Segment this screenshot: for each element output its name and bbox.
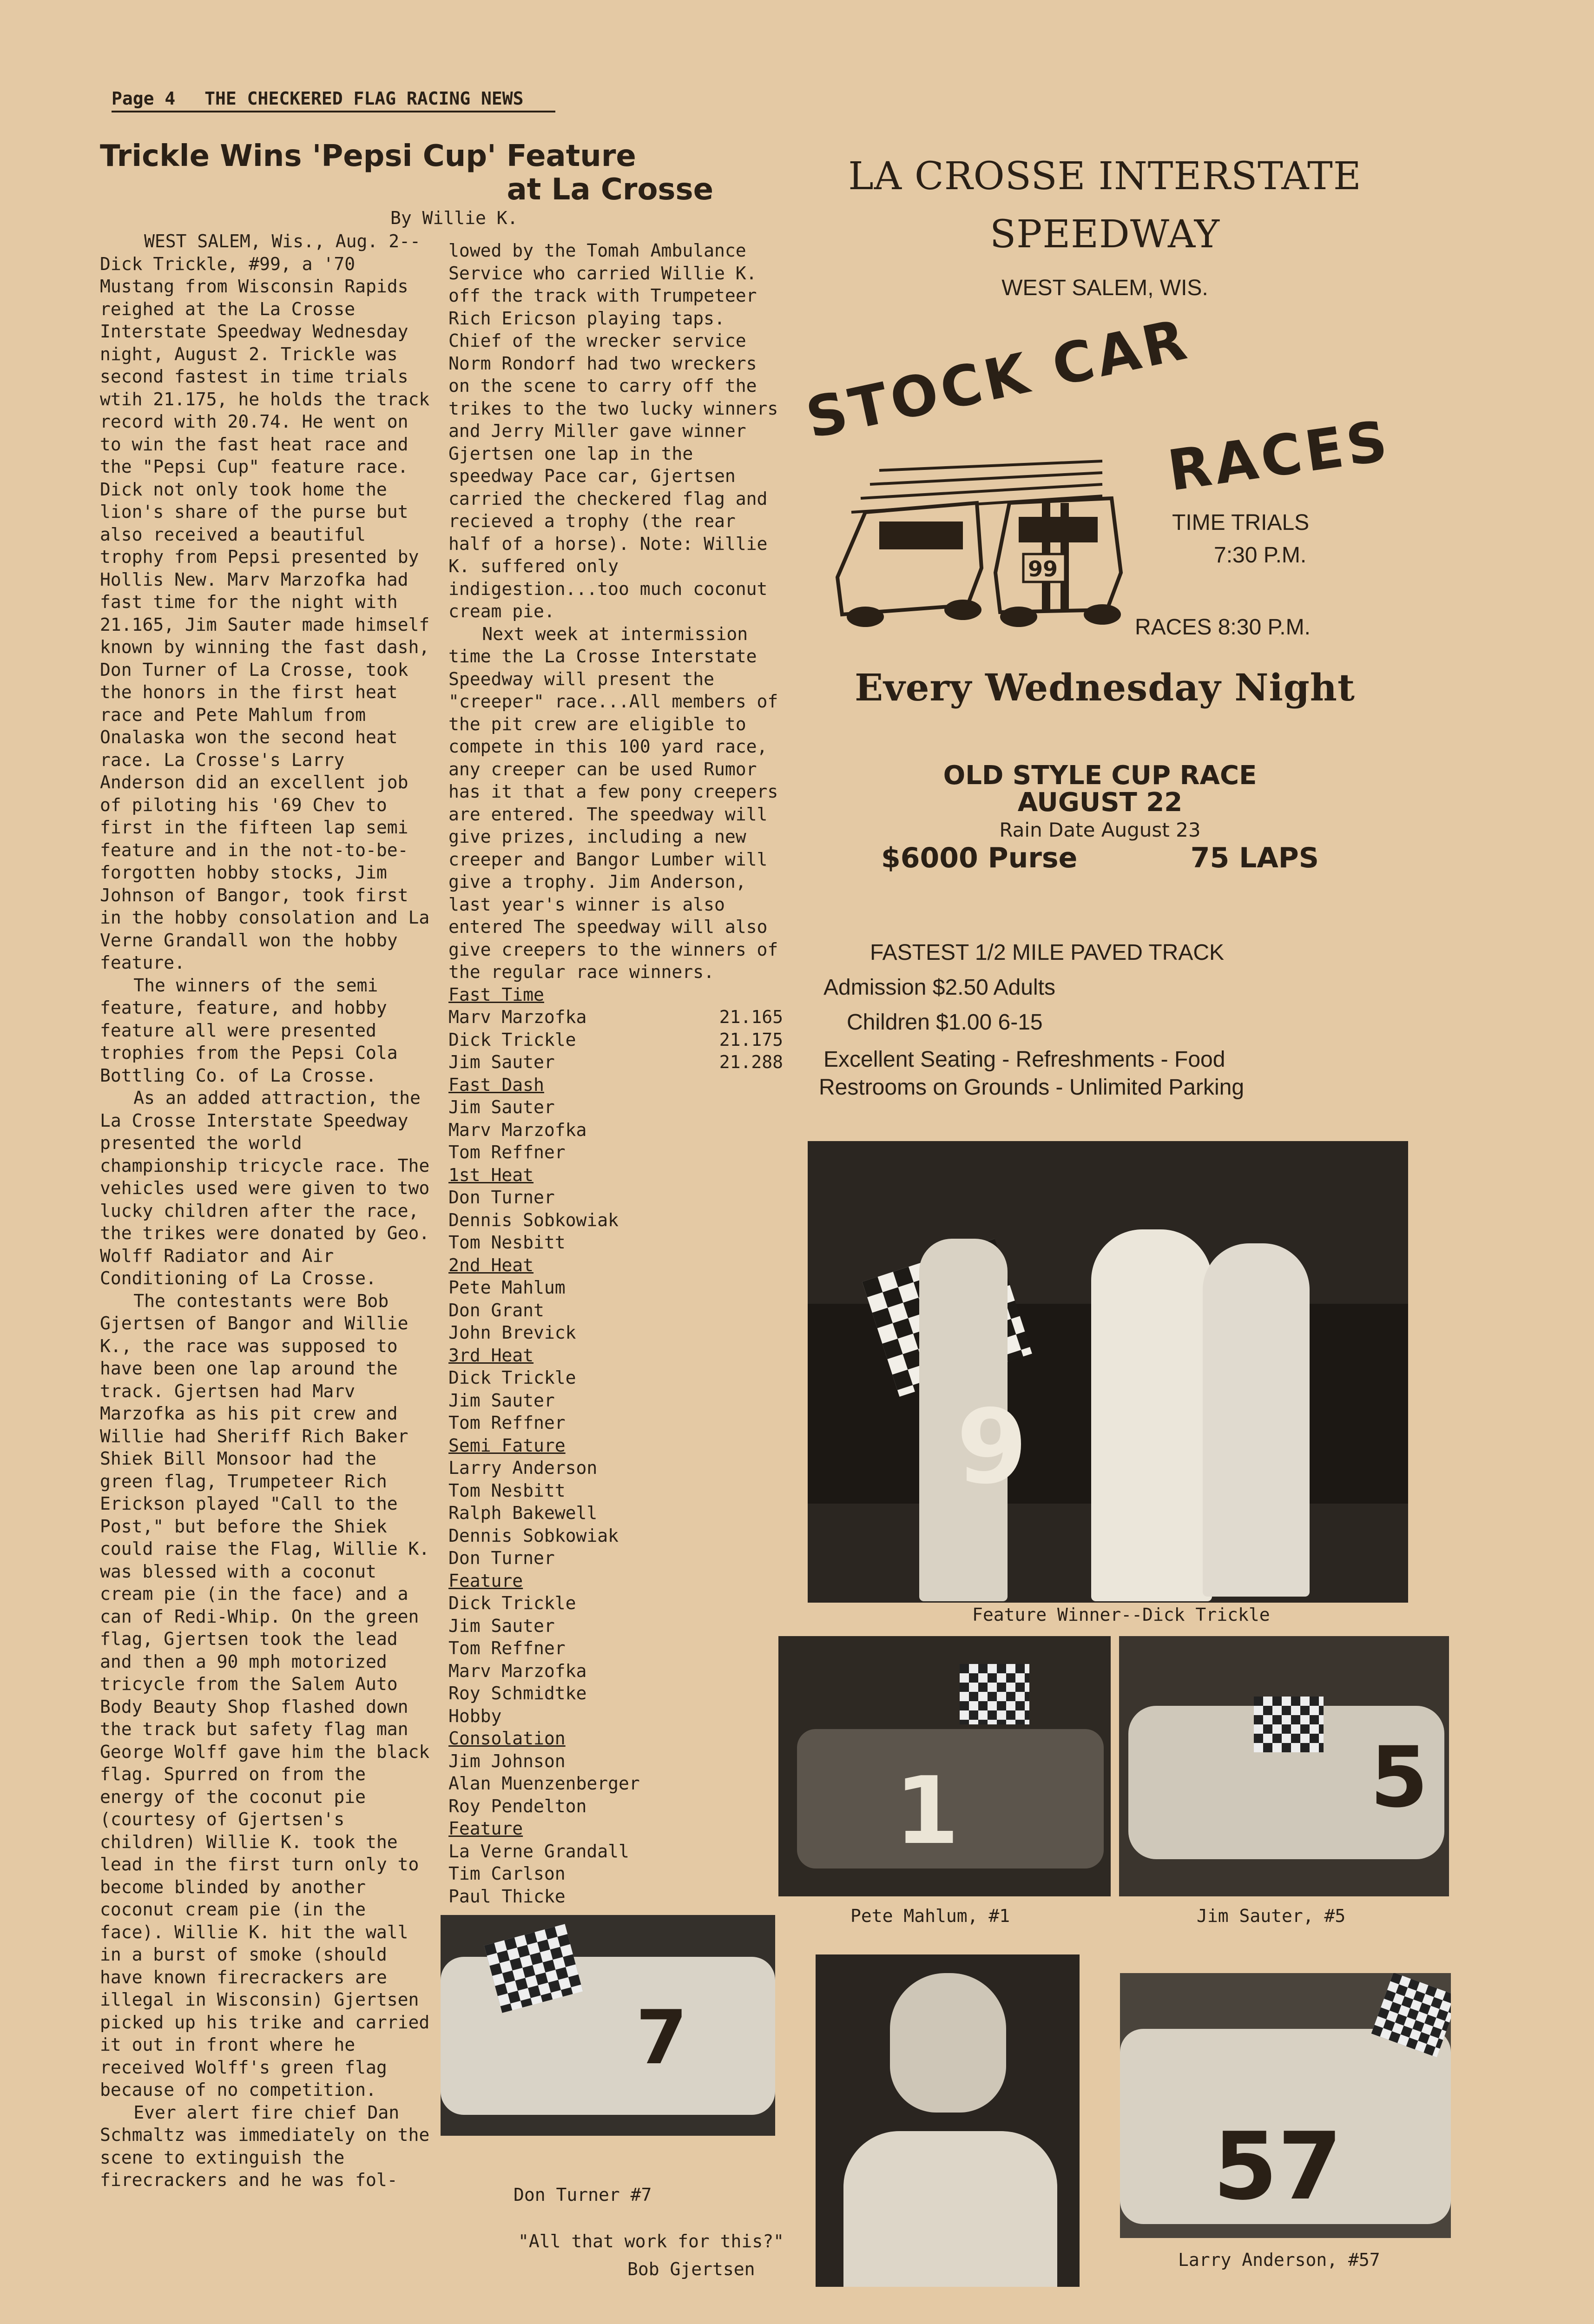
- driver-name: Jim Sauter: [448, 1615, 555, 1636]
- ad-title-line-1: LA CROSSE INTERSTATE: [848, 154, 1362, 198]
- larry-car-number: 57: [1213, 2113, 1343, 2221]
- driver-name: Tom Nesbitt: [448, 1480, 566, 1501]
- driver-time: 21.175: [719, 1029, 783, 1050]
- driver-name: Paul Thicke: [448, 1886, 566, 1907]
- article-paragraph: The winners of the semi feature, feature, and hobby feature all were presented trophies from the Pepsi Cola Bottling Co. of La Crosse.: [100, 975, 398, 1086]
- larry-anderson-photo: [1120, 1973, 1451, 2238]
- driver-name: Tom Reffner: [448, 1413, 566, 1433]
- don-car-number: 7: [636, 1994, 688, 2081]
- driver-name: Alan Muenzenberger: [448, 1773, 640, 1794]
- article-paragraph: Ever alert fire chief Dan Schmaltz was immediately on the scene to extinguish the firecrackers and he was fol-: [100, 2102, 430, 2190]
- illustration-car-number: 99: [1028, 556, 1058, 581]
- larry-anderson-caption: Larry Anderson, #57: [1178, 2250, 1380, 2270]
- driver-name: Jim Sauter: [448, 1052, 555, 1072]
- old-style-cup-box: [856, 749, 1344, 891]
- speedway-advertisement: [785, 116, 1424, 1132]
- jim-car-number: 5: [1370, 1729, 1429, 1826]
- driver-name: Ralph Bakewell: [448, 1503, 598, 1523]
- driver-name: Dennis Sobkowiak: [448, 1209, 619, 1230]
- ad-races: RACES: [1164, 409, 1395, 504]
- feature-winner-caption: Feature Winner--Dick Trickle: [972, 1604, 1270, 1625]
- driver-name: Roy Pendelton: [448, 1796, 587, 1816]
- ad-amenities-2: Restrooms on Grounds - Unlimited Parking: [819, 1075, 1245, 1100]
- driver-name: Larry Anderson: [448, 1458, 598, 1478]
- ad-stock-car: STOCK CAR: [801, 307, 1196, 451]
- pete-mahlum-caption: Pete Mahlum, #1: [850, 1906, 1010, 1926]
- driver-name: Marv Marzofka: [448, 1119, 587, 1140]
- results-timed-row: [448, 1051, 783, 1074]
- driver-name: Dick Trickle: [448, 1367, 576, 1388]
- cup-purse: $6000 Purse: [881, 842, 1078, 874]
- article-paragraph: The contestants were Bob Gjertsen of Bangor and Willie K., the race was supposed to have been one lap around the track. Gjertsen had Marv Marzofka as his pit crew and Willie had Sheriff Rich Baker Shiek Bill Monsoor had the green flag, Trumpeteer Rich Erickson played "Call to the Post," but before the Shiek could raise the Flag, Willie K. was blessed with a coconut cream pie (in the face) and a can of Redi-Whip. On the green flag, Gjertsen took the lead and then a 90 mph motorized tricycle from the Salem Auto Body Beauty Shop flashed down the track but safety flag man George Wolff gave him the black flag. Spurred on from the energy of the coconut pie (courtesy of Gjertsen's children) Willie K. took the lead in the first turn only to become blinded by another coconut cream pie (in the face). Willie K. hit the wall in a burst of smoke (should have known firecrackers are illegal in Wisconsin) Gjertsen picked up his trike and carried it out in front where he received Wolff's green flag because of no competition.: [100, 1290, 430, 2100]
- ad-every-wednesday: Every Wednesday Night: [855, 666, 1355, 709]
- results-section-heading: Consolation: [448, 1728, 566, 1749]
- driver-name: John Brevick: [448, 1322, 576, 1343]
- driver-name: Marv Marzofka: [448, 1660, 587, 1681]
- don-turner-caption: Don Turner #7: [514, 2185, 652, 2205]
- results-section-heading: 2nd Heat: [448, 1254, 534, 1275]
- driver-time: 21.165: [719, 1007, 783, 1027]
- driver-name: Hobby: [448, 1705, 502, 1726]
- jim-sauter-caption: Jim Sauter, #5: [1197, 1906, 1346, 1926]
- headline-line-1: Trickle Wins 'Pepsi Cup' Feature: [100, 139, 636, 173]
- page-number: Page 4: [112, 88, 176, 109]
- driver-name: Jim Sauter: [448, 1097, 555, 1117]
- article-paragraph: As an added attraction, the La Crosse Interstate Speedway presented the world championship tricycle race. The vehicles used were given to two lucky children after the race, the trikes were donated by Geo. Wolff Radiator and Air Conditioning of La Crosse.: [100, 1088, 430, 1288]
- driver-name: Dick Trickle: [448, 1593, 576, 1613]
- driver-name: Tom Reffner: [448, 1142, 566, 1162]
- driver-name: Jim Johnson: [448, 1750, 566, 1771]
- bob-gjertsen-quote: "All that work for this?": [518, 2231, 784, 2251]
- ad-time-trials: TIME TRIALS: [1172, 510, 1310, 535]
- cup-laps: 75 LAPS: [1190, 842, 1319, 874]
- driver-name: Tim Carlson: [448, 1863, 566, 1884]
- article-column-2: [448, 239, 783, 1908]
- bob-gjertsen-caption: Bob Gjertsen: [627, 2259, 755, 2279]
- feature-winner-photo: [808, 1141, 1408, 1603]
- jim-sauter-photo: [1119, 1636, 1449, 1896]
- results-section-heading: Semi Fature: [448, 1435, 566, 1456]
- ad-time-trials-time: 7:30 P.M.: [1214, 543, 1307, 568]
- driver-name: Tom Reffner: [448, 1638, 566, 1658]
- driver-name: La Verne Grandall: [448, 1841, 629, 1862]
- driver-name: Marv Marzofka: [448, 1007, 587, 1027]
- driver-time: 21.288: [719, 1052, 783, 1072]
- driver-name: Don Turner: [448, 1548, 555, 1568]
- don-turner-photo: [441, 1915, 775, 2136]
- pete-car-number: 1: [895, 1757, 960, 1865]
- cup-rain-date: Rain Date August 23: [999, 819, 1201, 841]
- article-paragraph: WEST SALEM, Wis., Aug. 2-- Dick Trickle, #99, a '70 Mustang from Wisconsin Rapids reighed at the La Crosse Interstate Speedway Wednesday night, August 2. Trickle was second fastest in time trials wtih 21.175, he holds the track record with 20.74. He went on to win the fast heat race and the "Pepsi Cup" feature race. Dick not only took home the lion's share of the purse but also received a beautiful trophy from Pepsi presented by Hollis New. Marv Marzofka had fast time for the night with 21.165, Jim Sauter made himself known by winning the fast dash, Don Turner of La Crosse, took the honors in the first heat race and Pete Mahlum from Onalaska won the second heat race. La Crosse's Larry Anderson did an excellent job of piloting his '69 Chev to first in the fifteen lap semi feature and in the not-to-be-forgotten hobby stocks, Jim Johnson of Bangor, took first in the hobby consolation and La Verne Grandall won the hobby feature.: [100, 231, 430, 973]
- article-column-1: [100, 230, 437, 2192]
- race-results: [448, 984, 783, 1908]
- pete-mahlum-photo: [778, 1636, 1111, 1896]
- headline-line-2: at La Crosse: [507, 172, 713, 207]
- driver-name: Pete Mahlum: [448, 1277, 566, 1298]
- driver-name: Roy Schmidtke: [448, 1683, 587, 1703]
- results-section-heading: Fast Time: [448, 984, 544, 1005]
- cup-date: AUGUST 22: [1017, 787, 1183, 818]
- driver-name: Dick Trickle: [448, 1029, 576, 1050]
- ad-children: Children $1.00 6-15: [847, 1010, 1043, 1035]
- page-header: [112, 88, 555, 112]
- results-section-heading: Feature: [448, 1818, 523, 1839]
- results-timed-row: [448, 1006, 783, 1029]
- article-paragraph: lowed by the Tomah Ambulance Service who carried Willie K. off the track with Trumpeteer Rich Ericson playing taps. Chief of the wrecker service Norm Rondorf had two wreckers on the scene to carry off the trikes to the two lucky winners and Jerry Miller gave winner Gjertsen one lap in the speedway Pace car, Gjertsen carried the checkered flag and recieved a trophy (the rear half of a horse). Note: Willie K. suffered only indigestion...too much coconut cream pie.: [448, 240, 778, 621]
- results-section-heading: 3rd Heat: [448, 1345, 534, 1366]
- feature-car-number: 9: [956, 1387, 1028, 1506]
- ad-fastest-track: FASTEST 1/2 MILE PAVED TRACK: [870, 940, 1225, 965]
- ad-admission: Admission $2.50 Adults: [823, 975, 1055, 1000]
- race-cars-illustration: [823, 452, 1158, 638]
- driver-name: Don Grant: [448, 1300, 544, 1320]
- ad-title-line-2: SPEEDWAY: [989, 212, 1220, 257]
- ad-races-time: RACES 8:30 P.M.: [1135, 615, 1311, 640]
- driver-name: Tom Nesbitt: [448, 1232, 566, 1253]
- headline: [100, 139, 713, 206]
- cup-title: OLD STYLE CUP RACE: [943, 760, 1257, 791]
- driver-name: Dennis Sobkowiak: [448, 1525, 619, 1546]
- ad-amenities-1: Excellent Seating - Refreshments - Food: [823, 1047, 1225, 1072]
- driver-name: Don Turner: [448, 1187, 555, 1208]
- article-paragraph: Next week at intermission time the La Crosse Interstate Speedway will present the "creeper" race...All members of the pit crew are eligible to compete in this 100 yard race, any creeper can be used Rumor has it that a few pony creepers are entered. The speedway will give prizes, including a new creeper and Bangor Lumber will give a trophy. Jim Anderson, last year's winner is also entered The speedway will also give creepers to the winners of the regular race winners.: [448, 623, 778, 982]
- driver-name: Jim Sauter: [448, 1390, 555, 1411]
- bob-gjertsen-photo: [816, 1954, 1080, 2287]
- ad-location: WEST SALEM, WIS.: [1001, 276, 1208, 300]
- results-timed-row: [448, 1029, 783, 1051]
- newspaper-name: THE CHECKERED FLAG RACING NEWS: [204, 88, 524, 109]
- results-section-heading: Fast Dash: [448, 1074, 544, 1095]
- results-section-heading: 1st Heat: [448, 1164, 534, 1185]
- byline: By Willie K.: [390, 208, 518, 228]
- results-section-heading: Feature: [448, 1570, 523, 1591]
